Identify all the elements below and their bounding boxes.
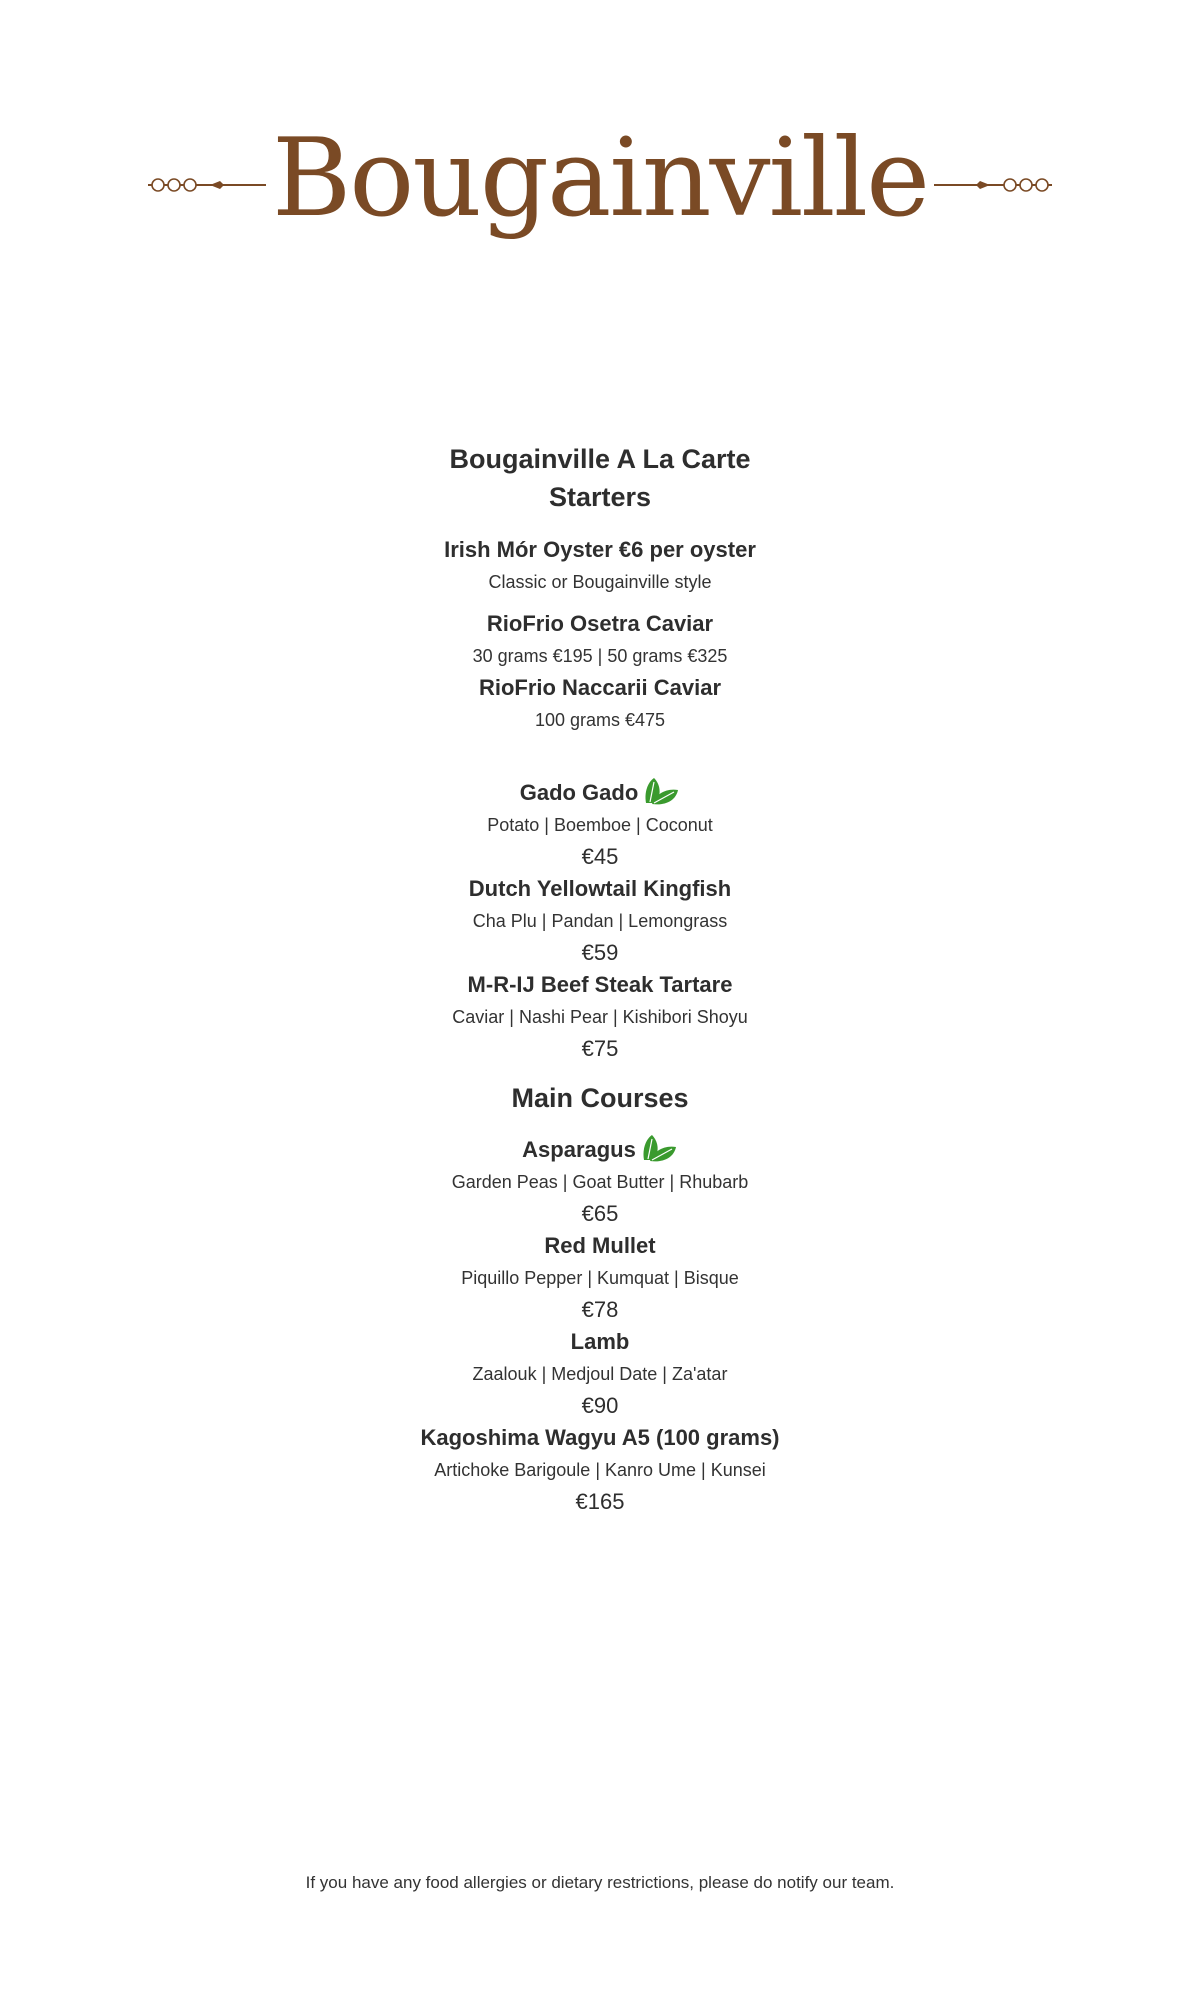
item-desc: 100 grams €475: [534, 710, 666, 730]
section-title-mains: Main Courses: [511, 1083, 689, 1113]
leaf-icon: [642, 776, 680, 806]
item-name: Kagoshima Wagyu A5 (100 grams): [420, 1425, 780, 1450]
item-price: €78: [581, 1297, 619, 1322]
dish-item: [0, 873, 1200, 969]
item-desc: 30 grams €195 | 50 grams €325: [472, 646, 728, 666]
raw-bar-item: [0, 672, 1200, 736]
item-desc: Piquillo Pepper | Kumquat | Bisque: [461, 1268, 739, 1288]
item-price: €90: [581, 1393, 619, 1418]
ornament-left-icon: [148, 175, 266, 195]
brand-logo-text: Bougainville: [271, 116, 929, 241]
item-name: RioFrio Osetra Caviar: [486, 611, 714, 636]
section-title-starters: Starters: [548, 482, 652, 512]
dish-item: [0, 1326, 1200, 1422]
item-name-row: [0, 1133, 1200, 1166]
dish-item: [0, 776, 1200, 873]
item-name: Red Mullet: [544, 1233, 656, 1258]
item-name: Dutch Yellowtail Kingfish: [468, 876, 732, 901]
item-price: €59: [581, 940, 619, 965]
ornament-right-icon: [934, 175, 1052, 195]
allergy-note: If you have any food allergies or dietary restrictions, please do notify our team.: [305, 1873, 895, 1892]
item-name: Asparagus: [522, 1137, 636, 1162]
item-desc: Garden Peas | Goat Butter | Rhubarb: [451, 1172, 749, 1192]
item-name-row: [0, 776, 1200, 809]
raw-bar-item: [0, 534, 1200, 598]
item-price: €45: [581, 844, 619, 869]
item-price: €165: [575, 1489, 625, 1514]
dish-item: [0, 1133, 1200, 1230]
item-desc: Zaalouk | Medjoul Date | Za'atar: [472, 1364, 728, 1384]
menu-title: Bougainville A La Carte: [449, 444, 751, 474]
dish-item: [0, 1422, 1200, 1518]
item-name: Irish Mór Oyster €6 per oyster: [444, 537, 756, 562]
logo: [0, 100, 1200, 270]
item-price: €75: [581, 1036, 619, 1061]
item-desc: Potato | Boemboe | Coconut: [487, 815, 713, 835]
item-price: €65: [581, 1201, 619, 1226]
item-name: RioFrio Naccarii Caviar: [478, 675, 722, 700]
item-desc: Artichoke Barigoule | Kanro Ume | Kunsei: [434, 1460, 766, 1480]
item-name: M-R-IJ Beef Steak Tartare: [467, 972, 733, 997]
item-name: Lamb: [570, 1329, 630, 1354]
menu: [0, 440, 1200, 1518]
item-desc: Cha Plu | Pandan | Lemongrass: [472, 911, 728, 931]
raw-bar-item: [0, 608, 1200, 672]
dish-item: [0, 1230, 1200, 1326]
item-desc: Classic or Bougainville style: [488, 572, 712, 592]
item-desc: Caviar | Nashi Pear | Kishibori Shoyu: [452, 1007, 748, 1027]
dish-item: [0, 969, 1200, 1065]
leaf-icon: [640, 1133, 678, 1163]
item-name: Gado Gado: [519, 780, 639, 805]
